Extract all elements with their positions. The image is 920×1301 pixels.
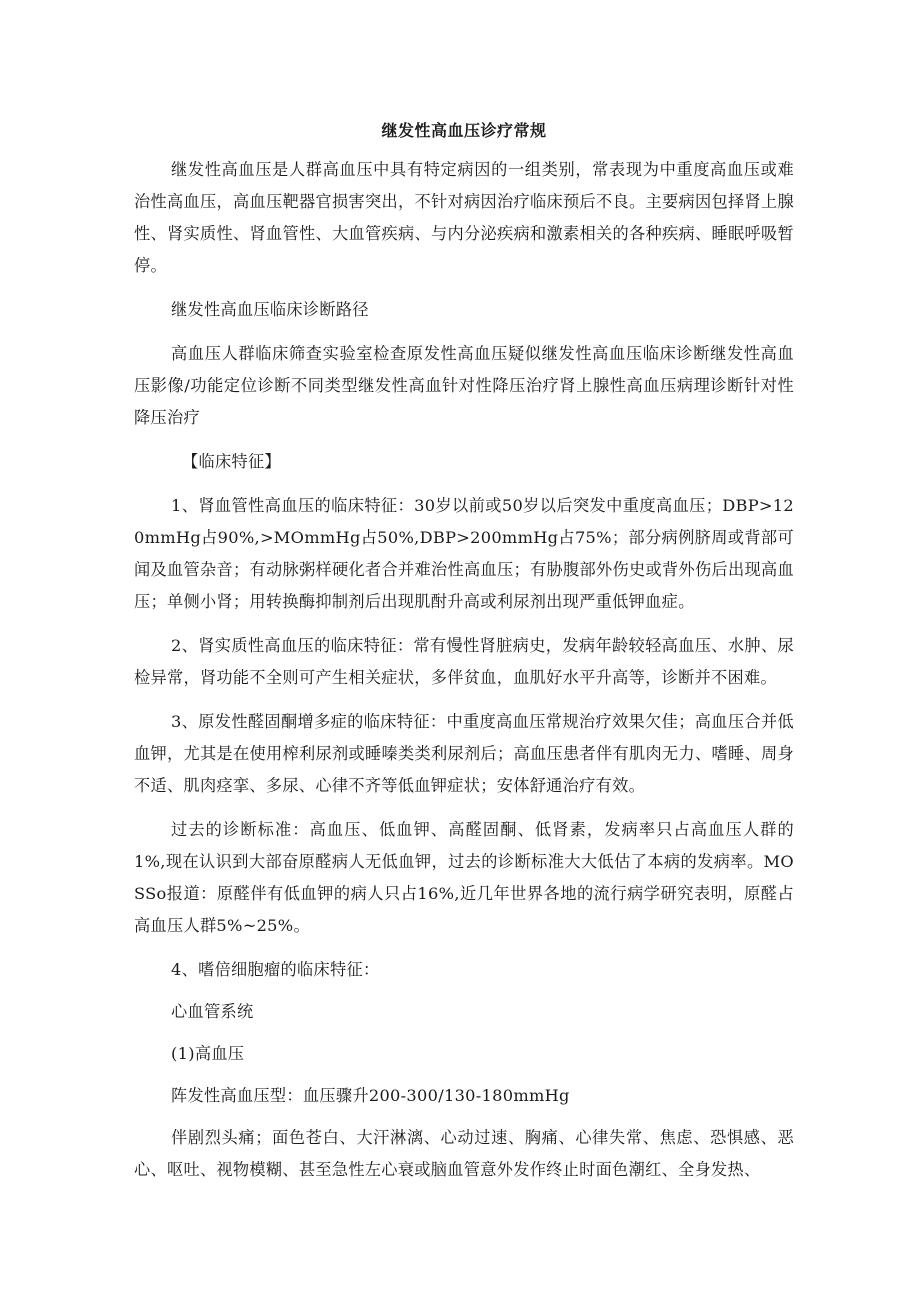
aldosteronism-features-paragraph: 3、原发性醛固酮增多症的临床特征：中重度高血压常规治疗效果欠佳；高血压合并低血钾，尤其是在使用榨利尿剂或睡嗪类类利尿剂后；高血压患者伴有肌肉无力、嗜睡、周身不适、肌肉痉挛、多尿、心律不齐等低血钾症状；安体舒通治疗有效。 xyxy=(134,712,794,795)
symptoms-paragraph: 伴剧烈头痛；面色苍白、大汗淋漓、心动过速、胸痛、心律失常、焦虑、恐惧感、恶心、呕吐、视物模糊、甚至急性左心衰或脑血管意外发作终止时面色潮红、全身发热、 xyxy=(134,1128,794,1179)
renal-parenchymal-features-paragraph: 2、肾实质性高血压的临床特征：常有慢性肾脏病史，发病年龄较轻高血压、水肿、尿检异常，肾功能不全则可产生相关症状，多伴贫血，血肌好水平升高等，诊断并不困难。 xyxy=(134,636,794,687)
diagnosis-path-heading: 继发性高血压临床诊断路径 xyxy=(171,300,369,319)
clinical-features-heading: 【临床特征】 xyxy=(182,452,281,471)
cardiovascular-system-heading: 心血管系统 xyxy=(171,1002,254,1021)
pheochromocytoma-heading: 4、嗜倍细胞瘤的临床特征： xyxy=(171,960,380,979)
hypertension-subheading: (1)高血压 xyxy=(171,1044,245,1063)
past-criteria-paragraph: 过去的诊断标准：高血压、低血钾、高醛固酮、低肾素，发病率只占高血压人群的1%,现在认识到大部奋原醛病人无低血钾，过去的诊断标准大大低估了本病的发病率。MOSSo报道：原醛伴有低血钾的病人只占16%,近几年世界各地的流行病学研究表明，原醛占高血压人群5%~25%。 xyxy=(134,820,794,935)
intro-paragraph: 继发性高血压是人群高血压中具有特定病因的一组类别，常表现为中重度高血压或难治性高血压，高血压靶器官损害突出，不针对病因治疗临床预后不良。主要病因包择肾上腺性、肾实质性、肾血管性、大血管疾病、与内分泌疾病和激素相关的各种疾病、睡眠呼吸暂停。 xyxy=(134,160,794,275)
paroxysmal-hypertension-text: 阵发性高血压型：血压骤升200-300/130-180mmHg xyxy=(171,1086,570,1105)
document-page xyxy=(134,118,794,1198)
diagnosis-path-text: 高血压人群临床筛查实验室检查原发性高血压疑似继发性高血压临床诊断继发性高血压影像/功能定位诊断不同类型继发性高血针对性降压治疗肾上腺性高血压病理诊断针对性降压治疗 xyxy=(134,344,794,427)
document-title: 继发性高血压诊疗常规 xyxy=(381,121,547,140)
renovascular-features-paragraph: 1、肾血管性高血压的临床特征：30岁以前或50岁以后突发中重度高血压；DBP>120mmHg占90%,>MOmmHg占50%,DBP>200mmHg占75%；部分病例脐周或背部可闻及血管杂音；有动脉粥样硬化者合并难治性高血压；有胁腹部外伤史或背外伤后出现高血压；单侧小肾；用转换酶抑制剂后出现肌酎升高或利尿剂出现严重低钾血症。 xyxy=(134,496,794,611)
